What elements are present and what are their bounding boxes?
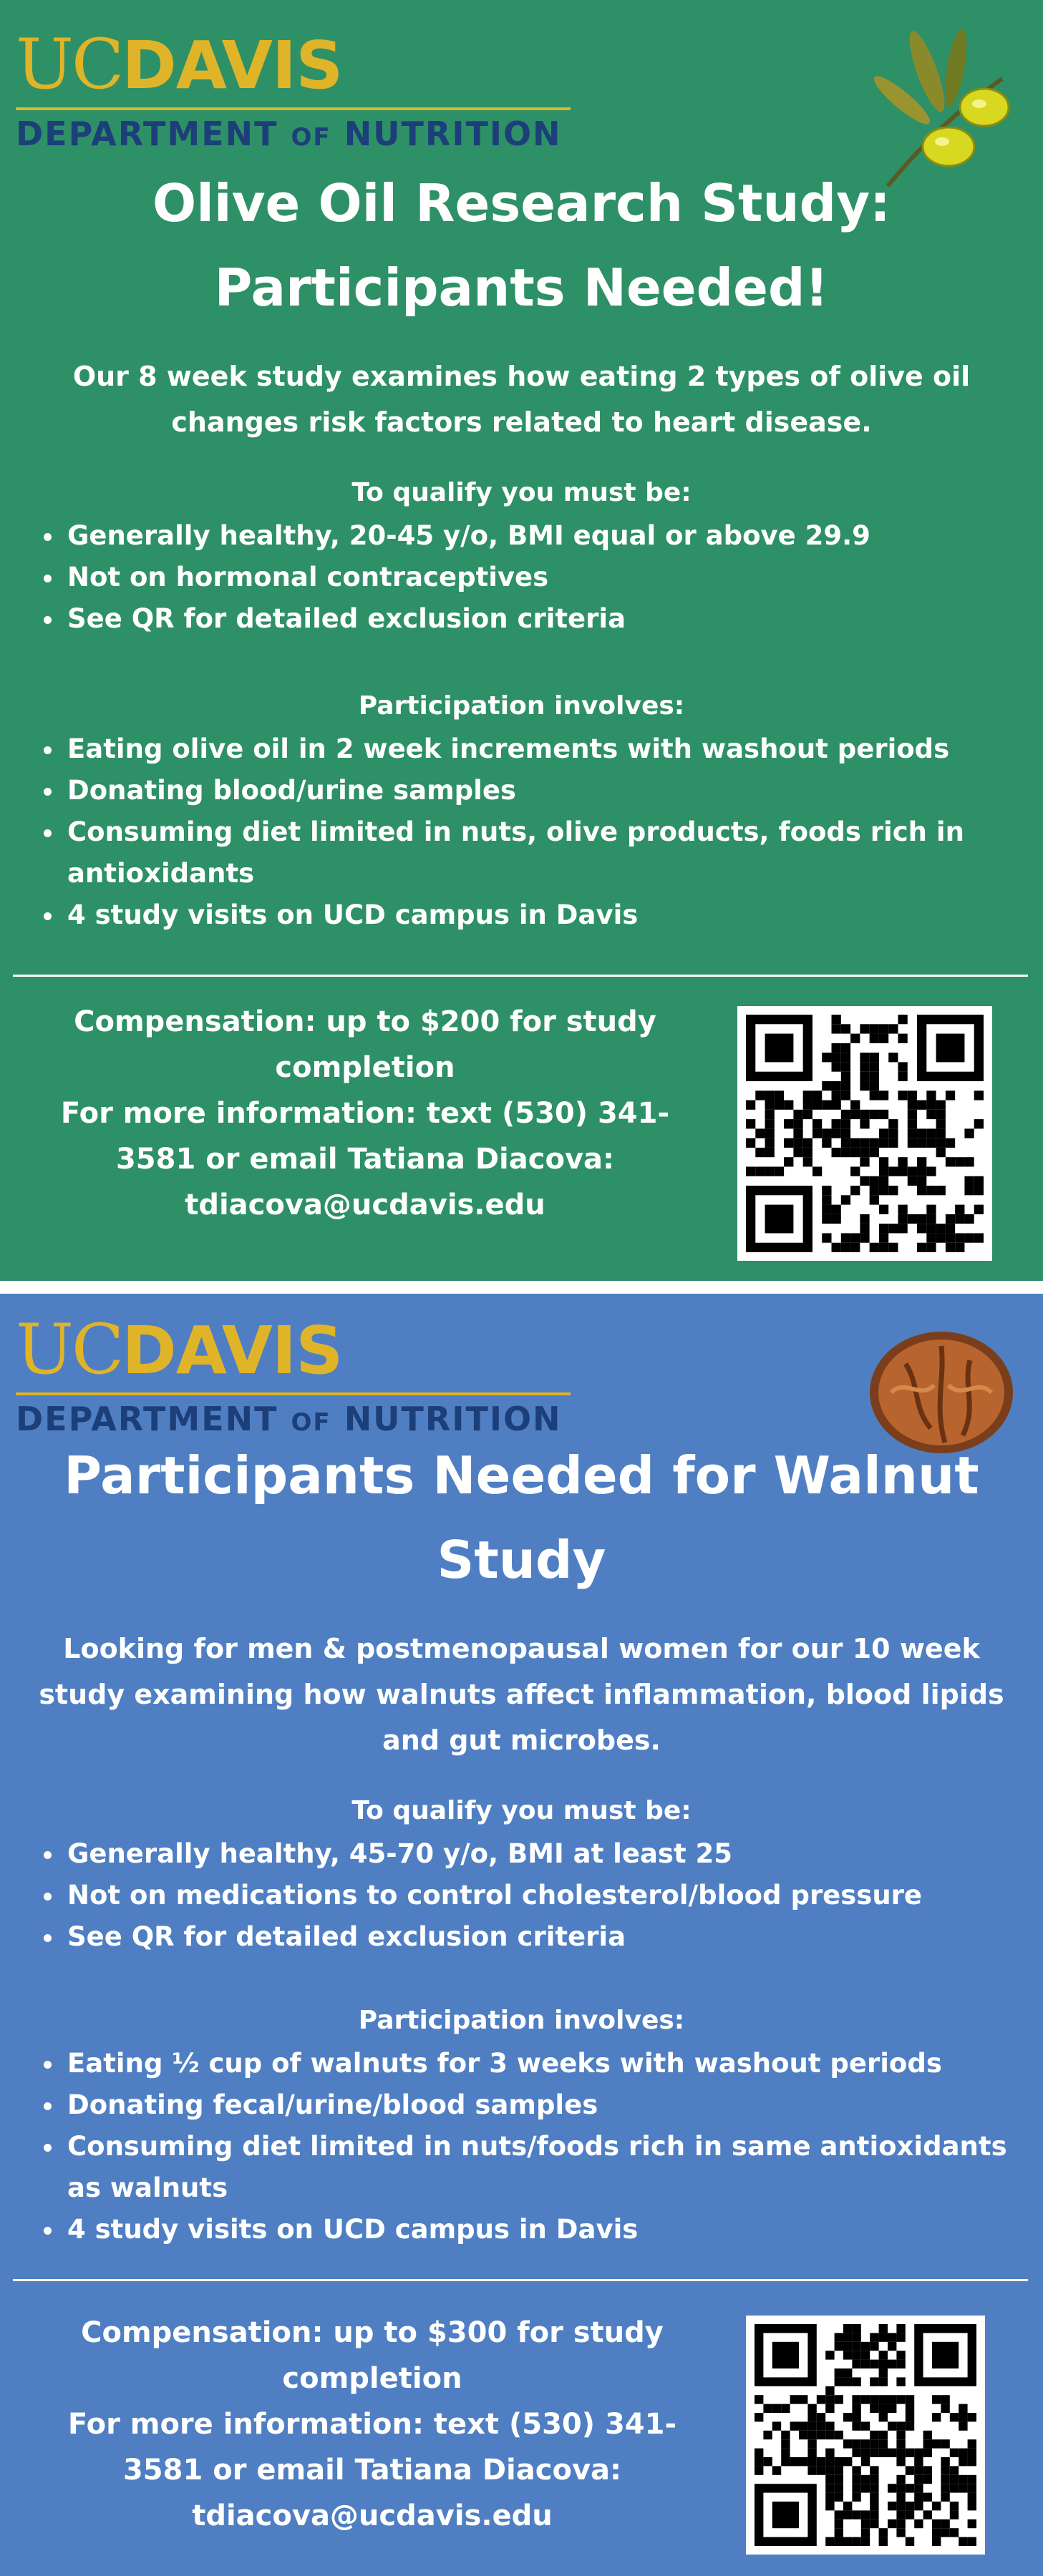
- ucdavis-nutrition-logo: [16, 24, 571, 153]
- list-item: • Donating fecal/urine/blood samples: [64, 2084, 1043, 2126]
- olive-contact: [29, 999, 702, 1228]
- list-item: • See QR for detailed exclusion criteria: [64, 1916, 1043, 1958]
- logo-dept-of: OF: [291, 123, 331, 152]
- logo-davis: DAVIS: [122, 27, 343, 104]
- walnut-title-line1: Participants Needed for Walnut: [64, 1445, 979, 1506]
- olive-intro: Our 8 week study examines how eating 2 types of olive oil changes risk factors related to heart disease.: [72, 361, 971, 438]
- list-item: • Eating olive oil in 2 week increments with washout periods: [64, 728, 1043, 770]
- olive-participation-list: [34, 728, 1043, 936]
- walnut-participation-list: [34, 2043, 1043, 2250]
- olive-title-line1: Olive Oil Research Study:: [152, 173, 891, 233]
- walnut-title-line2: Study: [437, 1530, 606, 1590]
- list-item: • Not on hormonal contraceptives: [64, 557, 1043, 598]
- logo-dept-nutrition: NUTRITION: [344, 114, 562, 153]
- logo-rule: [16, 107, 571, 110]
- olive-qr-code[interactable]: [737, 1006, 992, 1261]
- list-item: • Generally healthy, 20-45 y/o, BMI equal or above 29.9: [64, 515, 1043, 557]
- walnut-title: [0, 1433, 1043, 1602]
- olive-qualify-list: [34, 515, 1043, 640]
- logo-dept-nutrition: NUTRITION: [344, 1400, 562, 1438]
- walnut-qualify-heading: To qualify you must be:: [351, 1796, 692, 1825]
- list-item: • Eating ½ cup of walnuts for 3 weeks with washout periods: [64, 2043, 1043, 2084]
- logo-uc: UC: [16, 24, 122, 104]
- logo-uc: UC: [16, 1309, 122, 1390]
- logo-department: [16, 114, 571, 153]
- olive-oil-flyer: [0, 0, 1043, 1281]
- olive-participation-heading: Participation involves:: [358, 691, 685, 721]
- list-item: • Not on medications to control cholesterol/blood pressure: [64, 1875, 1043, 1916]
- list-item: • Donating blood/urine samples: [64, 770, 1043, 811]
- ucdavis-nutrition-logo: [16, 1309, 571, 1438]
- list-item: • 4 study visits on UCD campus in Davis: [64, 2209, 1043, 2250]
- logo-dept-word: DEPARTMENT: [16, 1400, 278, 1438]
- list-item: • Generally healthy, 45-70 y/o, BMI at least 25: [64, 1833, 1043, 1875]
- olive-info: For more information: text (530) 341-3581 or email Tatiana Diacova: tdiacova@ucdavis.edu: [60, 1097, 670, 1221]
- list-item: • Consuming diet limited in nuts/foods rich in same antioxidants as walnuts: [64, 2126, 1043, 2209]
- walnut-contact: [50, 2310, 694, 2539]
- qr-code-icon: [755, 2324, 976, 2546]
- walnut-intro: Looking for men & postmenopausal women for our 10 week study examining how walnuts affect inflammation, blood lipids and gut microbes.: [39, 1633, 1004, 1756]
- logo-davis: DAVIS: [122, 1312, 343, 1389]
- qr-code-icon: [746, 1015, 984, 1252]
- logo-dept-of: OF: [291, 1408, 331, 1437]
- logo-department: [16, 1400, 571, 1438]
- walnut-info: For more information: text (530) 341-3581 or email Tatiana Diacova: tdiacova@ucdavis.edu: [67, 2408, 677, 2532]
- logo-dept-word: DEPARTMENT: [16, 114, 278, 153]
- olive-title-line2: Participants Needed!: [214, 258, 829, 318]
- walnut-qr-code[interactable]: [746, 2316, 985, 2555]
- walnut-compensation: Compensation: up to $300 for study completion: [81, 2316, 664, 2395]
- olive-title: [0, 161, 1043, 330]
- walnut-flyer: [0, 1294, 1043, 2576]
- walnut-participation-heading: Participation involves:: [358, 2006, 685, 2035]
- olive-compensation: Compensation: up to $200 for study completion: [74, 1005, 656, 1084]
- logo-rule: [16, 1392, 571, 1395]
- walnut-qualify-list: [34, 1833, 1043, 1958]
- olive-qualify-heading: To qualify you must be:: [351, 478, 692, 507]
- list-item: • Consuming diet limited in nuts, olive products, foods rich in antioxidants: [64, 811, 1043, 894]
- list-item: • See QR for detailed exclusion criteria: [64, 598, 1043, 640]
- olive-divider: [13, 975, 1028, 977]
- list-item: • 4 study visits on UCD campus in Davis: [64, 894, 1043, 936]
- walnut-divider: [13, 2279, 1028, 2281]
